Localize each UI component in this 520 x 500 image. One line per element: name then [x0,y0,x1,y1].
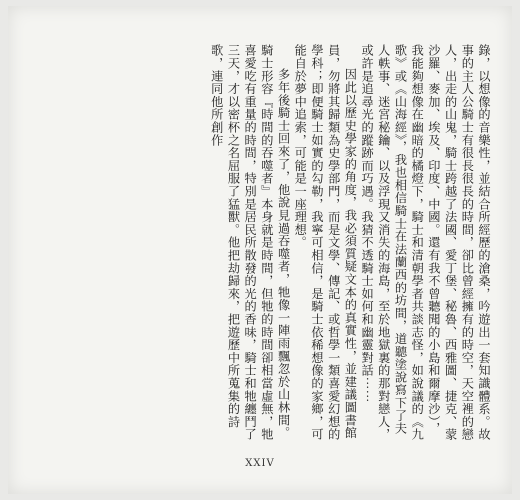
paragraph: 多年後騎士回來了，他說見過吞噬者，牠像一陣雨飄忽於山林間。騎士形容『時間的吞噬者』本身就是時間，但牠的時間卻相當虛無，牠喜愛吃有重量的時間，特別是居民所散發的光的香味，騎士和牠纏鬥了三天，才以密杯之名屈服了猛獸。他把劫歸來，把遊歷中所蒐集的詩歌，連同他所創作 [209,44,291,441]
body-text [48,44,492,442]
paragraph: 錄，以想像的音樂性，並結合所經歷的滄桑，吟遊出一套知識體系。故事的主人公騎士有很長很長的時間，卻比曾經擁有的時空，天空裡的戀人，出走的山鬼，騎士跨越了法國、愛丁堡、秘魯、西雅圖、捷克、蒙沙羅、麥加、埃及、印度、中國。還有我不曾聽聞的小島和爾摩沙），我能夠想像在幽暗的橘燈下，騎士和清朝學者共談志怪，如說議的《九歌》或《山海經》，我也相信騎士在法蘭西的坊間，道聽塗說寫下了夫人軼事、迷宮秘鑰、以及浮現又消失的海島，至於地獄裏的那對戀人，或許是追尋光的蹤跡而巧遇。我猜不透騎士如何和幽靈對話⋯⋯ [360,44,491,441]
page-number: XXIV [245,458,275,469]
paragraph: 因此以歷史學家的角度，我必須質疑文本的真實性，並建議圖書館員，勿將其歸類為史學部門，而是文學、傳記、或哲學一類喜愛幻想的學科；即便騎士如實的勾勒，我寧可相信，是騎士依稀想像的家鄉，可能自於夢中追索，可能是一座理想。 [293,44,358,441]
document-page [8,6,512,494]
